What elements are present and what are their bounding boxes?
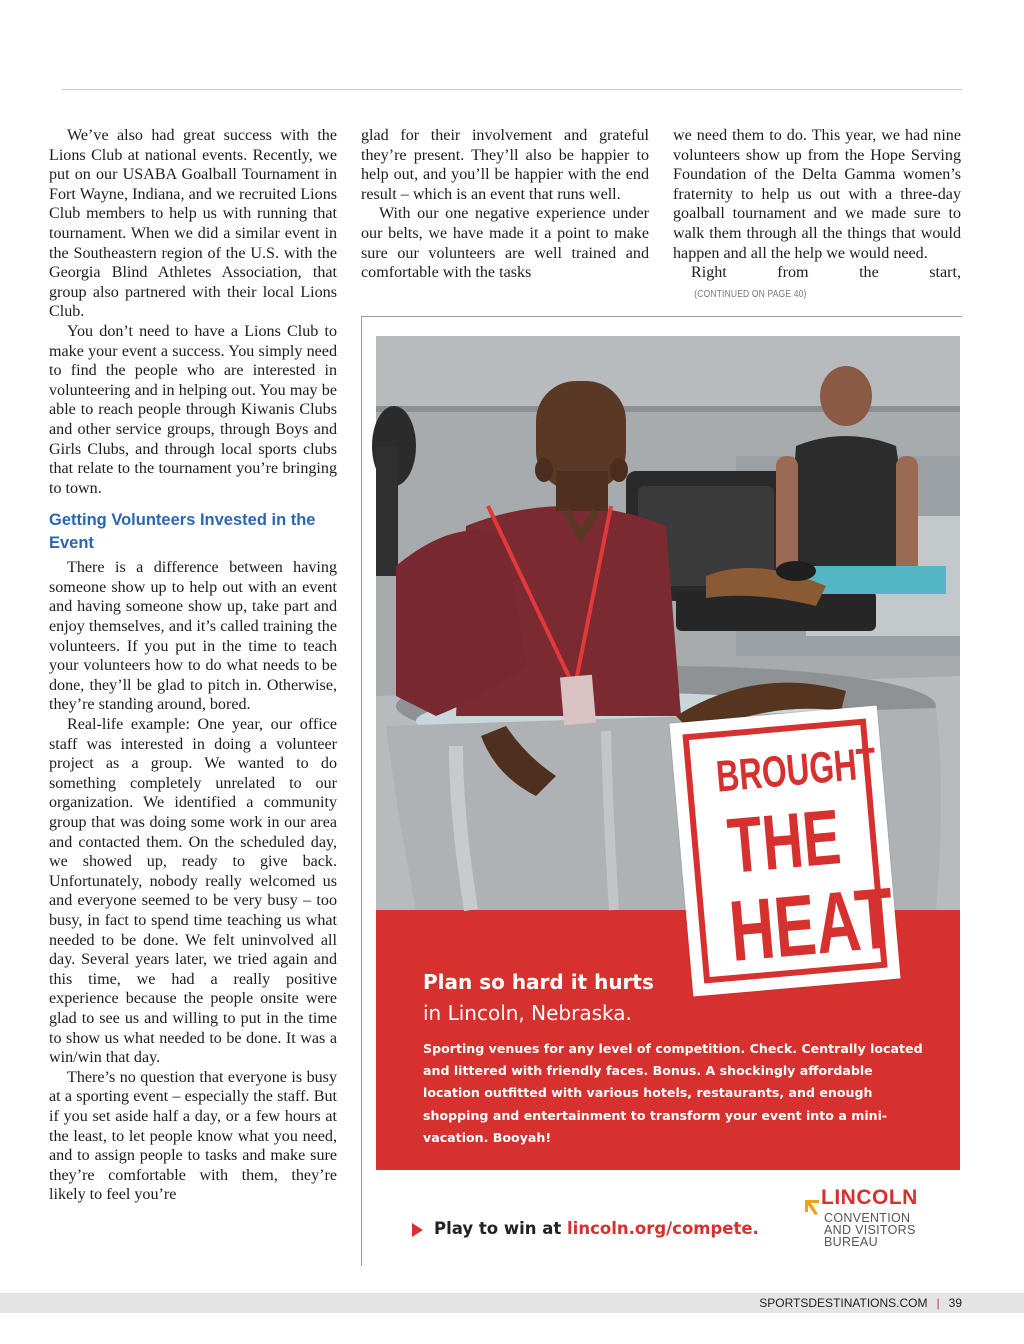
continued-jump-link[interactable]: (CONTINUED ON PAGE 40) bbox=[694, 288, 807, 300]
logo-line-3: BUREAU bbox=[824, 1235, 878, 1249]
headline-line-3: HEAT bbox=[725, 869, 898, 980]
logo-name: LINCOLN bbox=[821, 1186, 918, 1209]
footer-site: SPORTSDESTINATIONS.COM bbox=[759, 1296, 928, 1310]
lincoln-cvb-logo bbox=[804, 1186, 954, 1249]
page-number: 39 bbox=[948, 1296, 962, 1310]
paragraph: We’ve also had great success with the Lions Club at national events. Recently, we put on our USABA Goalball Tournament in Fort Wayne, Indiana, and we recruited Lions Club members to help us with running that tournament. When we did a similar event in the Southeastern region of the U.S. with the Georgia Blind Athletes Association, that group also partnered with their local Lions Club. bbox=[49, 127, 337, 321]
paragraph bbox=[673, 263, 961, 304]
paragraph-text: Right from the start, bbox=[691, 264, 961, 282]
footer-separator: | bbox=[936, 1296, 940, 1310]
article-column-2 bbox=[361, 126, 649, 283]
ad-photo bbox=[376, 336, 960, 980]
paragraph: Real-life example: One year, our office staff was interested in doing a volunteer project as a group. We wanted to do something completely unrelated to our organization. We identified a community group that was doing some work in our area and contacted them. On the scheduled day, we showed up, ready to give back. Unfortunately, nobody really welcomed us and everyone seemed to be very busy – too busy, in fact to spend time teaching us what needed to be done. We felt uninvolved all day. Several years later, we tried again and this time, we had a really positive experience because the people onsite were glad to see us and willing to put in the time to show us what needed to be done. It was a win/win that day. bbox=[49, 716, 337, 1067]
headline-line-2: THE bbox=[724, 792, 844, 890]
brought-the-heat-badge bbox=[669, 705, 900, 996]
paragraph: glad for their involvement and grateful they’re present. They’ll also be happier to help out, and you’ll be happier with the end result – which is an event that runs well. bbox=[361, 127, 649, 203]
logo-arrow-icon bbox=[804, 1198, 820, 1216]
ad-tagline-bold: Plan so hard it hurts bbox=[423, 970, 654, 994]
logo-line-2: AND VISITORS bbox=[824, 1223, 916, 1237]
paragraph: There’s no question that everyone is busy at a sporting event – especially the staff. But if you set aside half a day, or a few hours at the least, to let people know what you need, and to assign people to tasks and make sure they’re comfortable with them, they’re likely to feel you’re bbox=[49, 1068, 337, 1204]
paragraph: You don’t need to have a Lions Club to make your event a success. You simply need to find the people who are interested in volunteering and in helping out. You may be able to reach people through Kiwanis Clubs and other service groups, through Boys and Girls Clubs, and through local sports clubs that relate to the tournament you’re bringing to town. bbox=[49, 322, 337, 497]
article-column-3 bbox=[673, 126, 961, 304]
cta-url-link[interactable]: lincoln.org/compete. bbox=[567, 1219, 759, 1238]
cta-prefix: Play to win at bbox=[434, 1219, 562, 1238]
headline-line-1: BROUGHT bbox=[714, 738, 879, 802]
article-column-1 bbox=[49, 126, 337, 1205]
top-rule bbox=[62, 89, 962, 90]
logo-line-1: CONVENTION bbox=[824, 1211, 911, 1225]
ad-left-rule bbox=[361, 316, 362, 1266]
ad-tagline: in Lincoln, Nebraska. bbox=[423, 1001, 632, 1025]
paragraph: we need them to do. This year, we had nine volunteers show up from the Hope Serving Foundation of the Delta Gamma women’s fraternity to help us out with a three-day goalball tournament and we made sure to walk them through all the things that would happen and all the help we would need. bbox=[673, 127, 961, 262]
badge-border bbox=[682, 718, 898, 983]
ad-body-copy: Sporting venues for any level of competition. Check. Centrally located and littered with friendly faces. Bonus. A shockingly affordable location outfitted with various hotels, restaurants, and enough shopping and entertainment to transform your event into a mini-vacation. Booyah! bbox=[423, 1041, 923, 1145]
ad-top-rule bbox=[361, 316, 962, 317]
play-arrow-icon bbox=[412, 1223, 423, 1237]
page-footer bbox=[759, 1294, 962, 1312]
ad-call-to-action[interactable] bbox=[434, 1219, 759, 1238]
paragraph: With our one negative experience under our belts, we have made it a point to make sure our volunteers are well trained and comfortable with the tasks bbox=[361, 205, 649, 282]
section-subhead: Getting Volunteers Invested in the Event bbox=[49, 511, 316, 553]
paragraph: There is a difference between having someone show up to help out with an event and having someone show up, take part and enjoy themselves, and it’s called training the volunteers. If you put in the time to teach your volunteers how to do what needs to be done, they’ll be glad to pitch in. Otherwise, they’re standing around, bored. bbox=[49, 559, 337, 714]
ad-footer bbox=[376, 1170, 960, 1262]
lincoln-advertisement[interactable] bbox=[376, 336, 960, 1262]
